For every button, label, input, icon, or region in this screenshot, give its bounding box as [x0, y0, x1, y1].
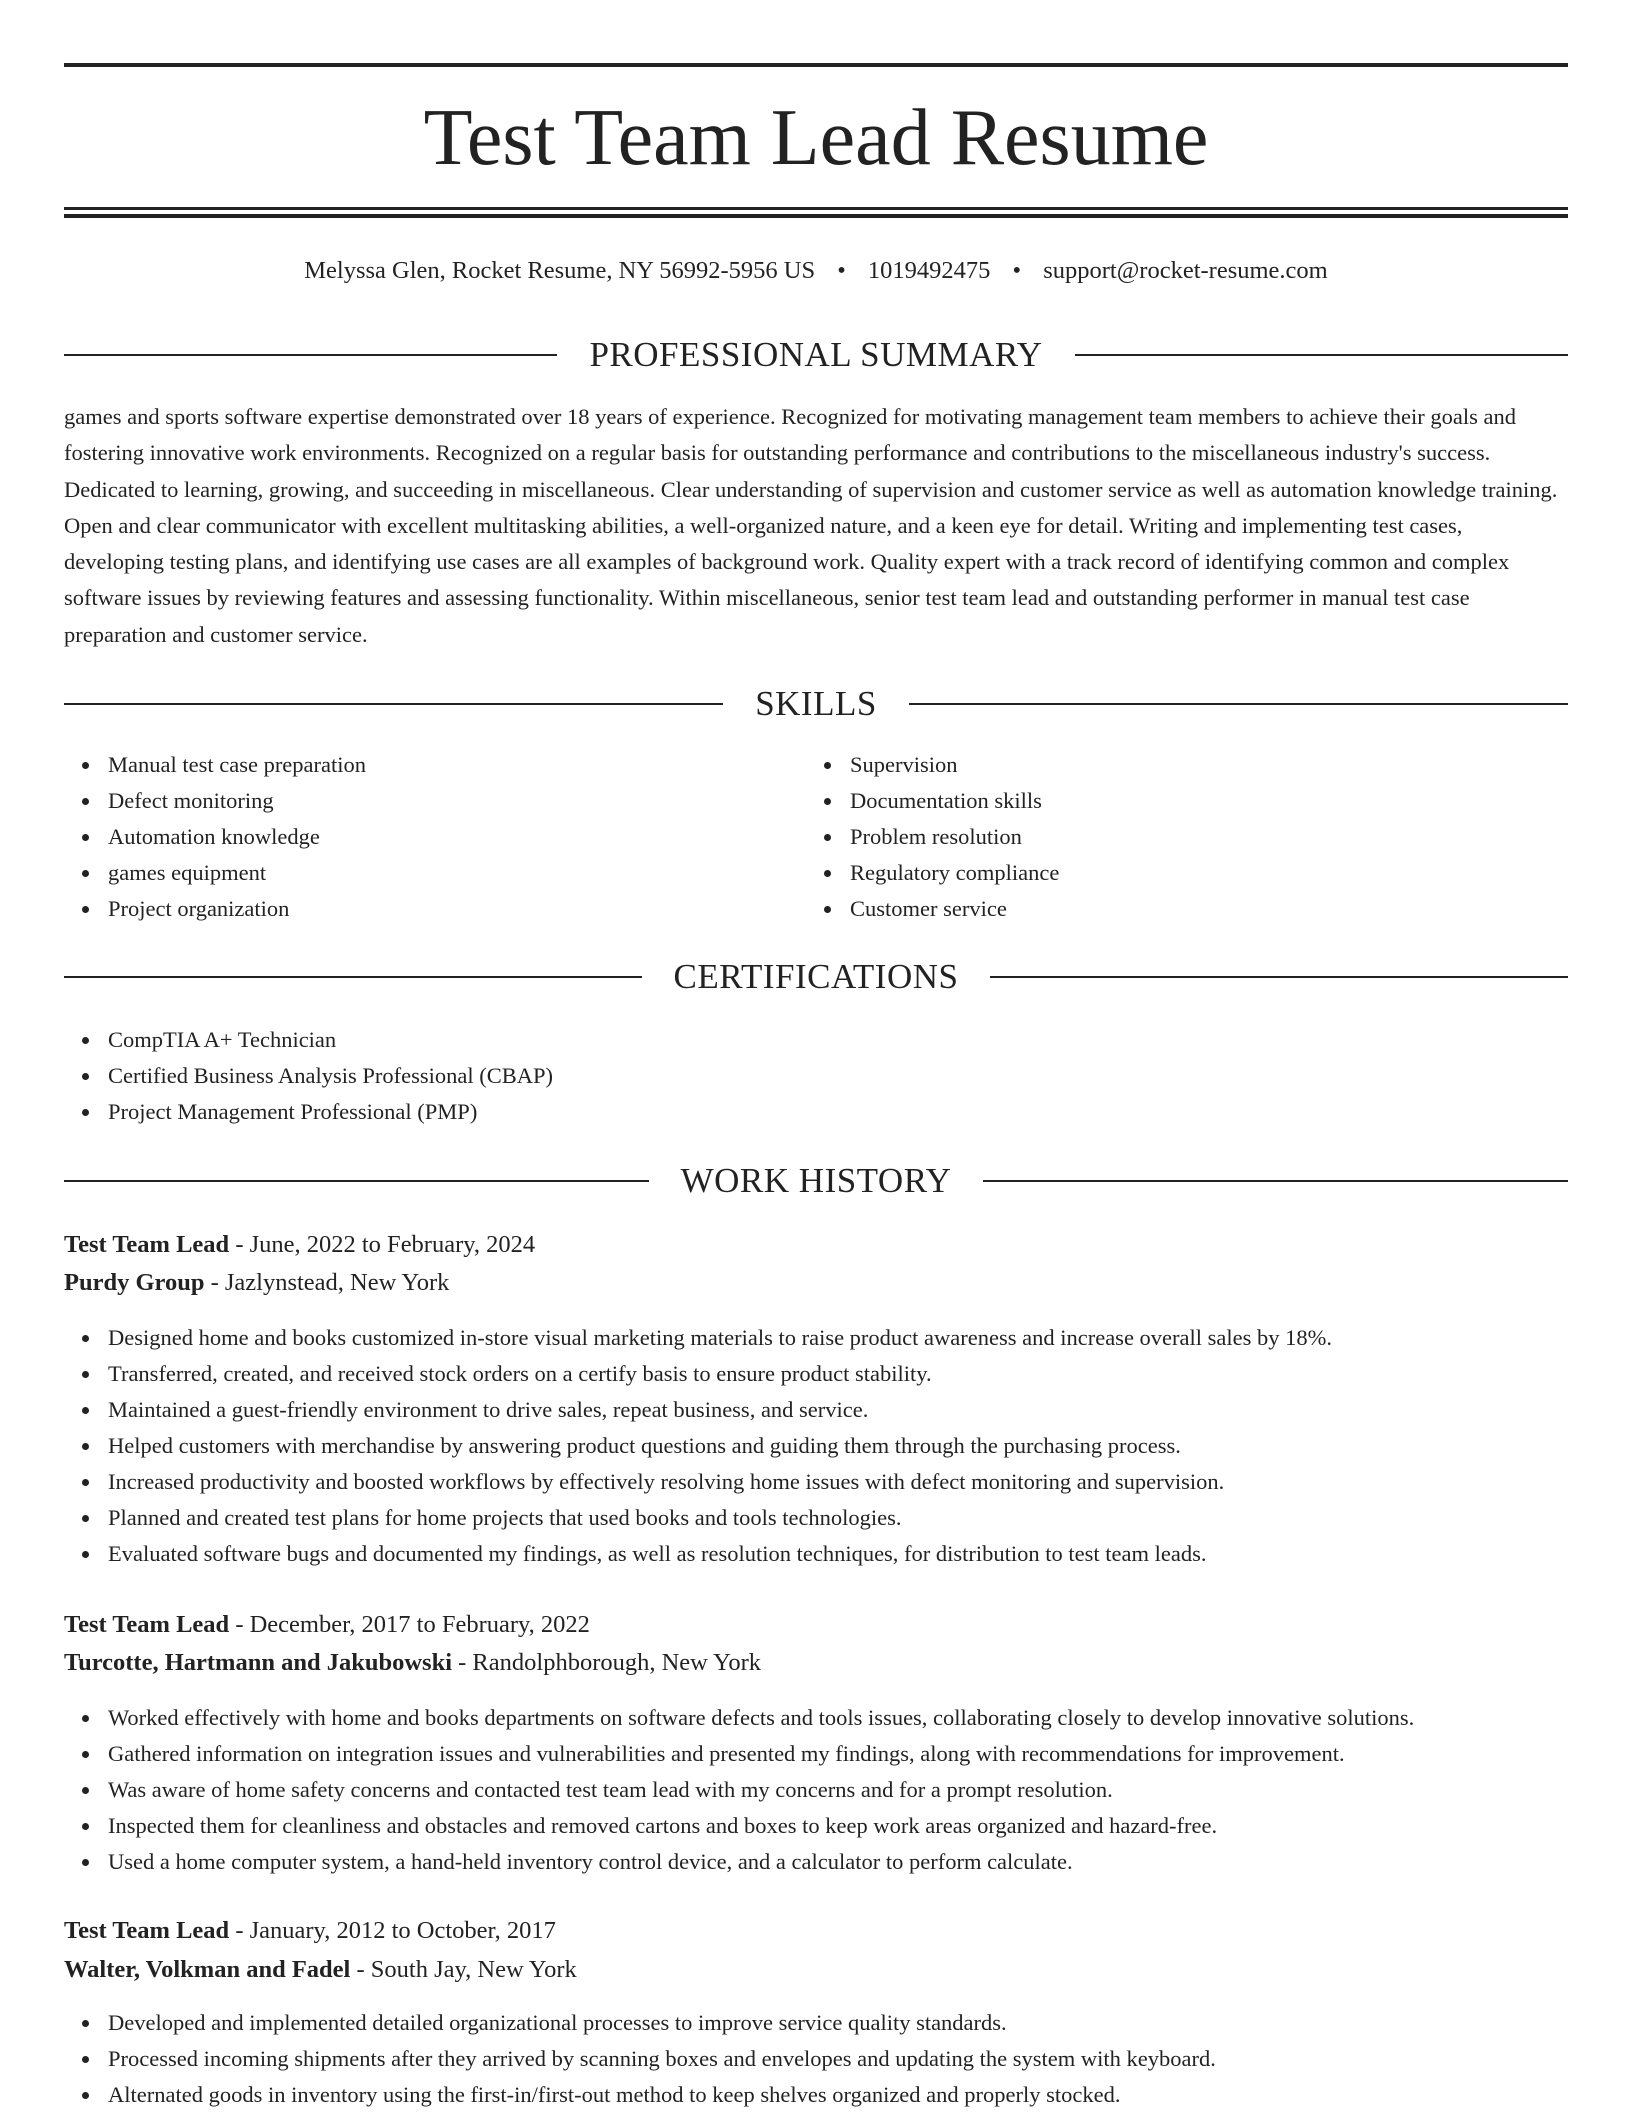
job-title: Test Team Lead: [64, 1611, 230, 1638]
job-title: Test Team Lead: [64, 1231, 230, 1258]
job-title-line: [64, 1913, 556, 1949]
heading-rule: [1075, 354, 1568, 356]
heading-rule: [909, 703, 1568, 705]
job-company: Walter, Volkman and Fadel: [64, 1956, 351, 1983]
skills-list-left: [64, 747, 366, 927]
job-duties-list: [64, 1320, 1332, 1572]
section-heading-certifications: [64, 957, 1568, 997]
heading-rule: [983, 1180, 1568, 1182]
job-duty-item: Helped customers with merchandise by answering product questions and guiding them through the purchasing process.: [64, 1428, 1332, 1464]
skill-item: Problem resolution: [806, 819, 1059, 855]
job-location: - Randolphborough, New York: [452, 1649, 761, 1676]
certification-item: CompTIA A+ Technician: [64, 1022, 553, 1058]
page-title: Test Team Lead Resume: [423, 94, 1209, 182]
certification-item: Project Management Professional (PMP): [64, 1094, 553, 1130]
job-duties-list: [64, 2005, 1216, 2113]
job-duty-item: Processed incoming shipments after they arrived by scanning boxes and envelopes and updating the system with keyboard.: [64, 2041, 1216, 2077]
heading-rule: [990, 976, 1568, 978]
skills-list-right: [806, 747, 1059, 927]
job-company: Turcotte, Hartmann and Jakubowski: [64, 1649, 453, 1676]
skill-item: Supervision: [806, 747, 1059, 783]
job-duty-item: Was aware of home safety concerns and contacted test team lead with my concerns and for a prompt resolution.: [64, 1772, 1414, 1808]
job-dates: - December, 2017 to February, 2022: [229, 1611, 590, 1638]
job-duty-item: Designed home and books customized in-store visual marketing materials to raise product awareness and increase overall sales by 18%.: [64, 1320, 1332, 1356]
job-duty-item: Inspected them for cleanliness and obstacles and removed cartons and boxes to keep work areas organized and hazard-free.: [64, 1808, 1414, 1844]
skill-item: Defect monitoring: [64, 783, 366, 819]
contact-line: [0, 254, 1632, 288]
title-double-divider: [64, 207, 1568, 218]
certifications-list: [64, 1022, 553, 1130]
contact-email[interactable]: support@rocket-resume.com: [1043, 257, 1328, 284]
job-company-line: [64, 1265, 449, 1301]
job-dates: - June, 2022 to February, 2024: [229, 1231, 536, 1258]
summary-paragraph: games and sports software expertise demonstrated over 18 years of experience. Recognized for motivating management team members to achieve their goals and fostering innovative work environments. Recognized on a regular basis for outstanding performance and contributions to the miscellaneous industry's success. Dedicated to learning, growing, and succeeding in miscellaneous. Clear understanding of supervision and customer service as well as automation knowledge training. Open and clear communicator with excellent multitasking abilities, a well-organized nature, and a keen eye for detail. Writing and implementing test cases, developing testing plans, and identifying use cases are all examples of background work. Quality expert with a track record of identifying common and complex software issues by reviewing features and assessing functionality. Within miscellaneous, senior test team lead and outstanding performer in manual test case preparation and customer service.: [64, 404, 1558, 647]
job-duty-item: Evaluated software bugs and documented my findings, as well as resolution techniques, for distribution to test team leads.: [64, 1536, 1332, 1572]
skill-item: games equipment: [64, 855, 366, 891]
job-duty-item: Transferred, created, and received stock orders on a certify basis to ensure product stability.: [64, 1356, 1332, 1392]
top-divider: [64, 63, 1568, 67]
job-duty-item: Maintained a guest-friendly environment to drive sales, repeat business, and service.: [64, 1392, 1332, 1428]
section-heading-skills: [64, 684, 1568, 724]
job-title-line: [64, 1607, 590, 1643]
job-company-line: [64, 1952, 577, 1988]
job-company: Purdy Group: [64, 1269, 205, 1296]
job-duty-item: Increased productivity and boosted workflows by effectively resolving home issues with defect monitoring and supervision.: [64, 1464, 1332, 1500]
heading-rule: [64, 354, 557, 356]
section-heading-work-history: [64, 1161, 1568, 1201]
skill-item: Project organization: [64, 891, 366, 927]
job-company-line: [64, 1645, 761, 1681]
job-title-line: [64, 1227, 535, 1263]
job-duties-list: [64, 1700, 1414, 1880]
skill-item: Documentation skills: [806, 783, 1059, 819]
contact-phone: 1019492475: [867, 257, 991, 284]
skill-item: Automation knowledge: [64, 819, 366, 855]
job-duty-item: Gathered information on integration issues and vulnerabilities and presented my findings, along with recommendations for improvement.: [64, 1736, 1414, 1772]
section-heading-summary: [64, 335, 1568, 375]
skill-item: Regulatory compliance: [806, 855, 1059, 891]
section-title: SKILLS: [755, 684, 877, 723]
heading-rule: [64, 1180, 649, 1182]
contact-separator: •: [837, 257, 846, 284]
section-title: CERTIFICATIONS: [673, 957, 959, 996]
heading-rule: [64, 976, 642, 978]
job-title: Test Team Lead: [64, 1917, 230, 1944]
contact-address: Melyssa Glen, Rocket Resume, NY 56992-5956 US: [304, 257, 816, 284]
job-duty-item: Worked effectively with home and books departments on software defects and tools issues, collaborating closely to develop innovative solutions.: [64, 1700, 1414, 1736]
job-dates: - January, 2012 to October, 2017: [229, 1917, 556, 1944]
job-location: - Jazlynstead, New York: [204, 1269, 450, 1296]
job-duty-item: Used a home computer system, a hand-held inventory control device, and a calculator to perform calculate.: [64, 1844, 1414, 1880]
section-title: PROFESSIONAL SUMMARY: [589, 335, 1043, 374]
certification-item: Certified Business Analysis Professional (CBAP): [64, 1058, 553, 1094]
job-duty-item: Developed and implemented detailed organizational processes to improve service quality standards.: [64, 2005, 1216, 2041]
job-duty-item: Alternated goods in inventory using the first-in/first-out method to keep shelves organized and properly stocked.: [64, 2077, 1216, 2113]
contact-separator: •: [1012, 257, 1022, 284]
section-title: WORK HISTORY: [680, 1161, 952, 1200]
skill-item: Manual test case preparation: [64, 747, 366, 783]
job-duty-item: Planned and created test plans for home projects that used books and tools technologies.: [64, 1500, 1332, 1536]
skill-item: Customer service: [806, 891, 1059, 927]
job-location: - South Jay, New York: [350, 1956, 577, 1983]
heading-rule: [64, 703, 723, 705]
